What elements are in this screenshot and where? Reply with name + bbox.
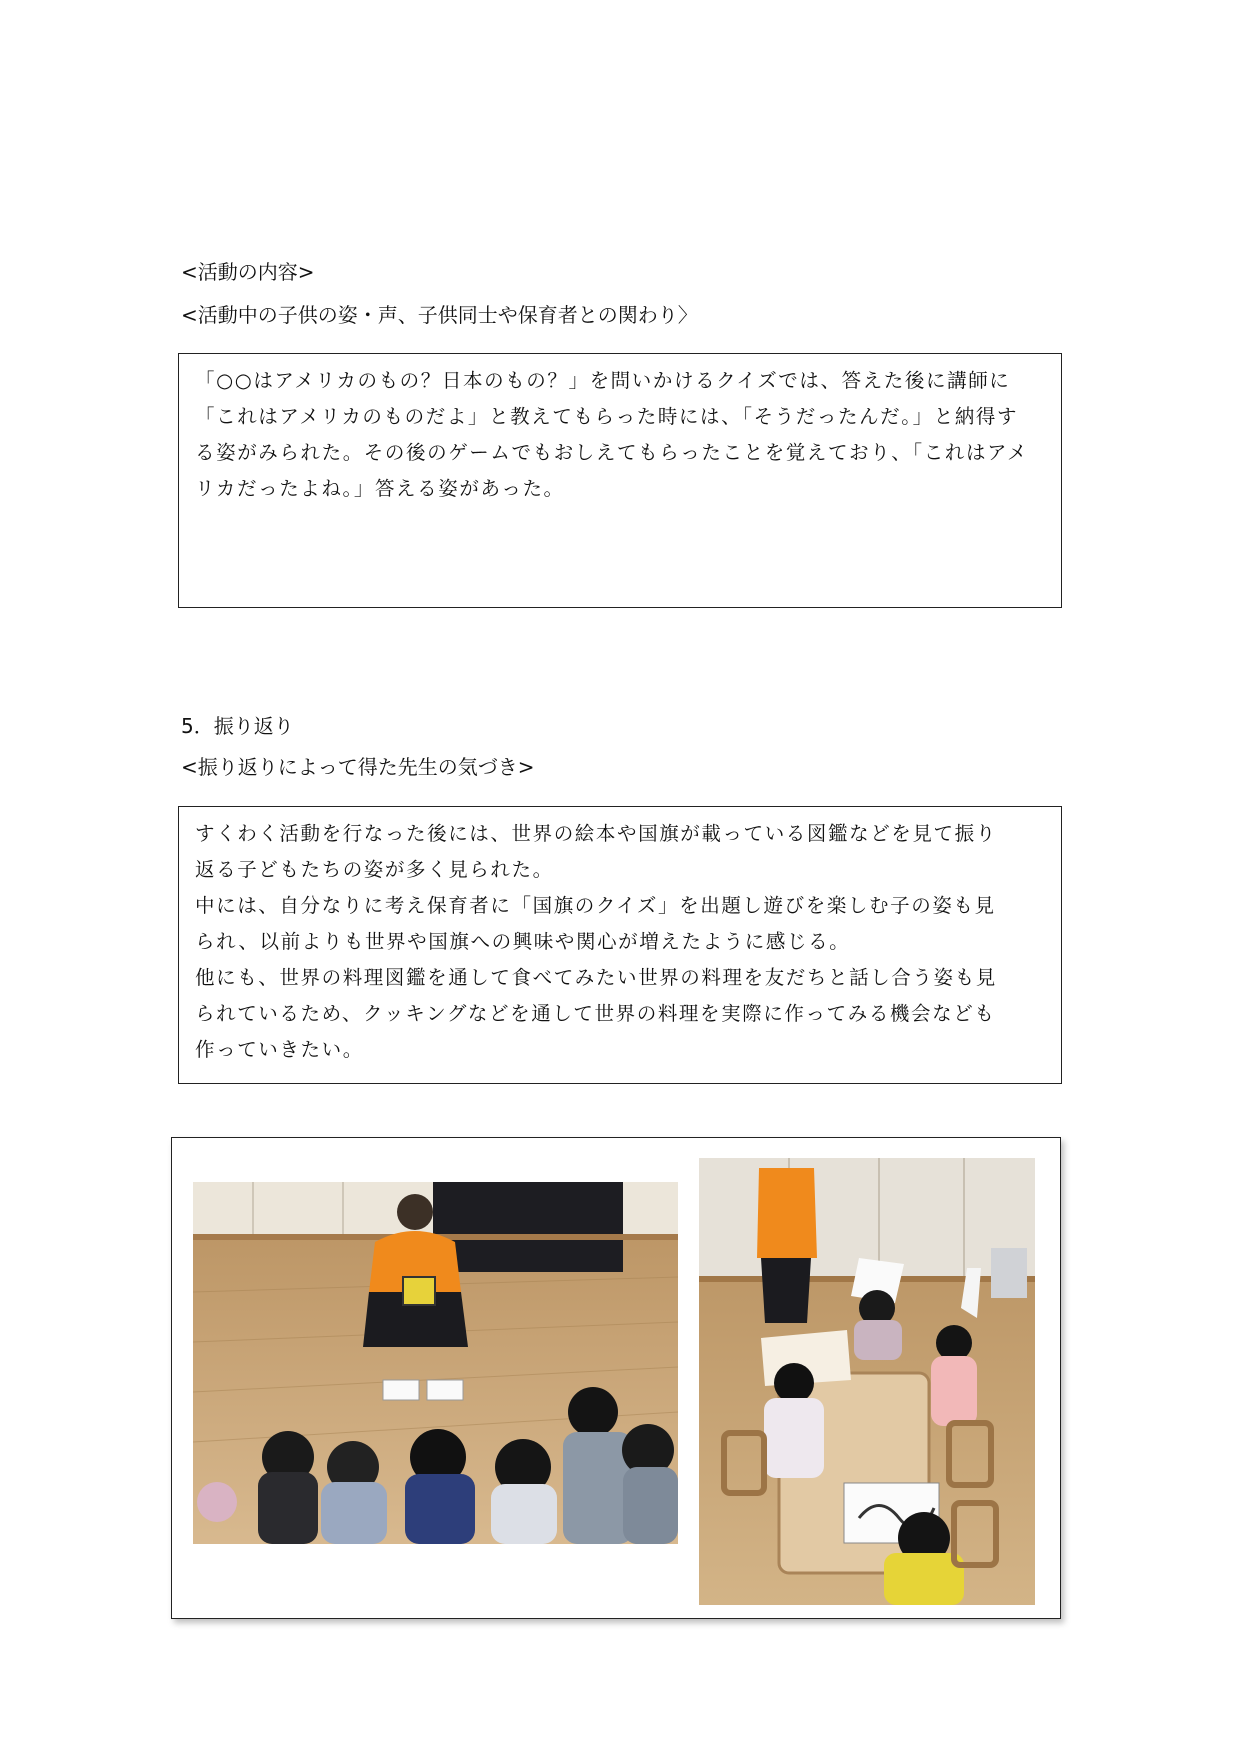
text-line: 「これはアメリカのものだよ」と教えてもらった時には、「そうだったんだ。」と納得す — [195, 405, 1019, 428]
children-observation-heading: <活動中の子供の姿・声、子供同士や保育者との関わり〉 — [181, 303, 698, 327]
quiz-activity-photo — [193, 1182, 678, 1544]
teacher-insight-box — [178, 806, 1062, 1084]
text-line: 作っていきたい。 — [195, 1038, 364, 1061]
quiz-activity-image — [193, 1182, 678, 1544]
drawing-activity-image — [699, 1158, 1035, 1605]
text-line: られているため、クッキングなどを通して世界の料理を実際に作ってみる機会なども — [195, 1002, 996, 1025]
text-line: 他にも、世界の料理図鑑を通して食べてみたい世界の料理を友だちと話し合う姿も見 — [195, 966, 997, 989]
text-line: る姿がみられた。その後のゲームでもおしえてもらったことを覚えており、「これはアメ — [195, 441, 1029, 464]
reflection-section-title: 5．振り返り — [181, 714, 294, 738]
children-observation-box — [178, 353, 1062, 608]
activity-content-heading: <活動の内容> — [181, 260, 315, 284]
text-line: 「○○はアメリカのもの？日本のもの？」を問いかけるクイズでは、答えた後に講師に — [195, 369, 1011, 392]
text-line: リカだったよね。」答える姿があった。 — [195, 477, 565, 500]
text-line: 中には、自分なりに考え保育者に「国旗のクイズ」を出題し遊びを楽しむ子の姿も見 — [195, 894, 996, 917]
drawing-activity-photo — [699, 1158, 1035, 1605]
text-line: すくわく活動を行なった後には、世界の絵本や国旗が載っている図鑑などを見て振り — [195, 822, 997, 845]
text-line: 返る子どもたちの姿が多く見られた。 — [195, 858, 554, 881]
teacher-insight-heading: <振り返りによって得た先生の気づき> — [181, 755, 535, 779]
activity-photo-frame — [171, 1137, 1061, 1619]
text-line: られ、以前よりも世界や国旗への興味や関心が増えたように感じる。 — [195, 930, 851, 953]
